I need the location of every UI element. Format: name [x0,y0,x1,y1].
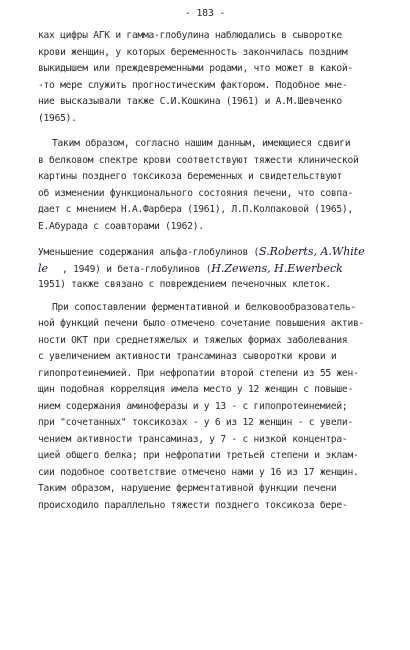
text-line: цией общего белка; при нефропатии третьей степени и эклам- [38,450,359,461]
text-line: щин подобная корреляция имела место у 12 женщин с повыше- [38,384,353,395]
text-line: происходило параллельно тяжести позднего токсикоза бере- [38,499,348,511]
text-line: При сопоставлении ферментативной и белковообразователь- [52,301,356,313]
text-line: ной функций печени было отмечено сочетание повышения актив- [38,318,365,329]
text-line: Таким образом, согласно нашим данным, имеющиеся сдвиги [52,138,351,149]
text-body [38,28,378,514]
typed-text: Уменьшение содержания альфа-глобулинов ( [38,247,260,258]
text-line: об изменении функционального состояния печени, что совпа- [38,187,353,199]
text-line: при "сочетанных" токсикозах - у 6 из 12 женщин - с увели- [38,417,353,428]
text-line: Таким образом, нарушение ферментативной функции печени [38,483,337,494]
text-line: крови женщин, у которых беременность закончилась поздним [38,46,348,58]
paragraph-gap [38,127,378,136]
text-line: выкидышем или преждевременными родами, что может в какой- [38,63,353,74]
text-line: сии подобное соответствие отмечено нами у 16 из 17 женщин. [38,466,359,478]
typed-text: , 1949) и бета-глобулинов ( [62,263,212,275]
text-line: с увеличением активности трансаминаз сыворотки крови и [38,351,337,362]
text-line: Е.Абурада с соавторами (1962). [38,220,204,232]
text-line-with-handwriting [38,261,378,278]
page-number: - 183 - [184,8,226,19]
text-line: картины позднего токсикоза беременных и свидетельствуют [38,171,342,182]
text-line: чением активности трансаминаз, у 7 - с низкой концентра- [38,433,348,445]
text-line: ности ОКТ при среднетяжелых и тяжелых формах заболевания [38,334,348,346]
paragraph-gap [38,235,378,244]
text-line: ние высказывали также С.И.Кошкина (1961) и А.М.Шевченко [38,96,342,107]
text-line: 1951) также связано с повреждением печеночных клеток. [38,279,331,290]
handwritten-citation: S.Roberts, A.White [259,245,365,258]
text-line: в белковом спектре крови соответствуют тяжести клинической [38,154,359,166]
text-line: дает с мнением Н.А.Фарбера (1961), Л.П.Колпаковой (1965), [38,204,353,215]
handwritten-citation-continued: le [38,261,49,275]
text-line: -то мере служить прогностическим фактором. Подобное мне- [38,79,348,91]
handwritten-citation: H.Zewens, H.Ewerbeck [211,261,343,275]
text-line: гипопротеинемией. При нефропатии второй степени из 55 жен- [38,367,359,379]
text-line: (1965). [38,112,77,124]
text-line: ках цифры АГК и гамма-глобулина наблюдались в сыворотке [38,30,342,41]
text-line-with-handwriting [38,244,378,261]
text-line: нием содержания аминоферазы и у 13 - с гипопротеинемией; [38,400,348,412]
